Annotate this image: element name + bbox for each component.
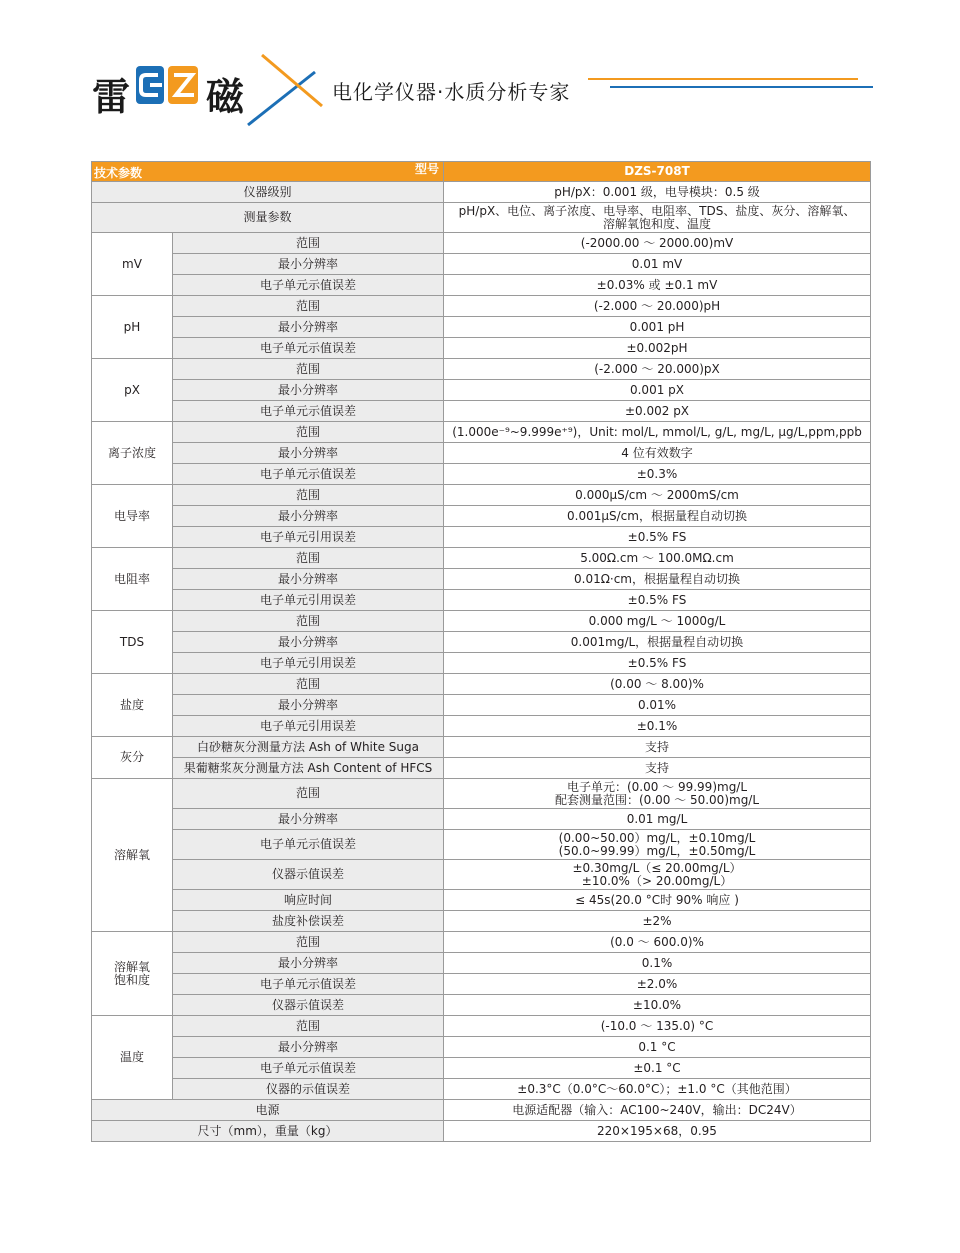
group-name-cell — [92, 737, 173, 779]
page-header — [0, 0, 960, 140]
sub-param-label-cell: 最小分辨率 — [173, 254, 444, 275]
value-cell — [444, 1016, 871, 1037]
sub-param-label-cell: 范围 — [173, 233, 444, 254]
sub-param-label-cell: 电子单元引用误差 — [173, 527, 444, 548]
value-cell — [444, 422, 871, 443]
table-row — [92, 443, 871, 464]
value-line: ±0.002 pX — [624, 403, 690, 418]
group-name-line: 温度 — [119, 1050, 144, 1064]
value-line: (-10.0 ～ 135.0) °C — [600, 1018, 714, 1033]
table-row — [92, 359, 871, 380]
value-cell — [444, 338, 871, 359]
sub-param-label-cell: 范围 — [173, 932, 444, 953]
table-row — [92, 401, 871, 422]
sub-param-label-cell: 最小分辨率 — [173, 569, 444, 590]
value-line: 0.000µS/cm ～ 2000mS/cm — [575, 487, 739, 502]
sub-param-label-cell: 电子单元示值误差 — [173, 275, 444, 296]
value-line: ±0.1 °C — [633, 1060, 681, 1075]
table-row — [92, 380, 871, 401]
value-line: 支持 — [644, 760, 669, 775]
table-row — [92, 548, 871, 569]
sub-param-label-cell: 最小分辨率 — [173, 443, 444, 464]
group-name-line: mV — [122, 256, 142, 271]
value-line: (0.00~50.00）mg/L，±0.10mg/L — [558, 830, 756, 845]
value-cell — [444, 809, 871, 830]
group-name-cell — [92, 233, 173, 296]
sub-param-label-cell: 电子单元示值误差 — [173, 338, 444, 359]
value-cell — [444, 695, 871, 716]
table-row — [92, 422, 871, 443]
logo-x-icon — [248, 55, 322, 125]
value-line: 0.01 mg/L — [626, 811, 688, 826]
sub-param-label-cell: 电子单元示值误差 — [173, 830, 444, 860]
logo-emblem-icon — [136, 66, 198, 104]
table-row — [92, 485, 871, 506]
sub-param-label-cell: 电子单元引用误差 — [173, 716, 444, 737]
value-line: 电源适配器（输入：AC100~240V，输出：DC24V） — [512, 1102, 802, 1117]
model-value: DZS-708T — [444, 162, 871, 182]
group-name-cell — [92, 485, 173, 548]
group-name-line: 电导率 — [113, 508, 150, 523]
value-line: 电子单元：(0.00 ～ 99.99)mg/L — [566, 779, 748, 794]
value-cell — [444, 860, 871, 890]
model-label: 型号 — [414, 162, 439, 176]
brand-char-right: 磁 — [206, 75, 245, 119]
value-cell — [444, 233, 871, 254]
table-row — [92, 275, 871, 296]
value-cell — [444, 527, 871, 548]
value-line: ±0.1% — [636, 718, 678, 733]
table-row — [92, 890, 871, 911]
table-row — [92, 338, 871, 359]
table-row — [92, 995, 871, 1016]
brand-char-left: 雷 — [92, 75, 132, 119]
value-line: 4 位有效数字 — [621, 445, 693, 460]
table-row — [92, 254, 871, 275]
value-line: (0.00 ～ 8.00)% — [610, 676, 704, 691]
group-name-cell — [92, 359, 173, 422]
sub-param-label-cell: 最小分辨率 — [173, 809, 444, 830]
group-name-line: pH — [123, 319, 141, 334]
value-cell — [444, 203, 871, 233]
value-line: 0.01Ω·cm，根据量程自动切换 — [574, 571, 740, 586]
group-name-line: 灰分 — [119, 750, 144, 764]
sub-param-label-cell: 范围 — [173, 485, 444, 506]
value-line: 0.001µS/cm，根据量程自动切换 — [567, 508, 747, 523]
table-row — [92, 737, 871, 758]
value-cell — [444, 653, 871, 674]
value-line: (1.000e⁻⁹~9.999e⁺⁹)，Unit: mol/L, mmol/L, g/L, mg/L, µg/L,ppm,ppb — [452, 424, 862, 439]
value-line: pH/pX：0.001 级，电导模块：0.5 级 — [554, 184, 760, 199]
brand-logo-graphics — [0, 0, 960, 140]
table-row — [92, 674, 871, 695]
table-row — [92, 695, 871, 716]
group-name-cell — [92, 422, 173, 485]
table-row — [92, 653, 871, 674]
value-cell — [444, 359, 871, 380]
sub-param-label-cell: 范围 — [173, 359, 444, 380]
value-cell — [444, 953, 871, 974]
group-name-cell — [92, 779, 173, 932]
sub-param-label-cell: 仪器示值误差 — [173, 995, 444, 1016]
table-row — [92, 317, 871, 338]
sub-param-label-cell: 电子单元示值误差 — [173, 1058, 444, 1079]
sub-param-label-cell: 最小分辨率 — [173, 506, 444, 527]
value-cell — [444, 254, 871, 275]
value-cell — [444, 1100, 871, 1121]
value-cell — [444, 995, 871, 1016]
sub-param-label-cell: 仪器的示值误差 — [173, 1079, 444, 1100]
value-line: ≤ 45s(20.0 °C时 90% 响应 ) — [575, 892, 739, 907]
value-cell — [444, 443, 871, 464]
table-row — [92, 1079, 871, 1100]
sub-param-label-cell: 最小分辨率 — [173, 953, 444, 974]
value-cell — [444, 506, 871, 527]
sub-param-label-cell: 范围 — [173, 548, 444, 569]
sub-param-label-cell: 响应时间 — [173, 890, 444, 911]
value-line: 溶解氧饱和度、温度 — [602, 216, 711, 231]
value-cell — [444, 275, 871, 296]
sub-param-label-cell: 范围 — [173, 674, 444, 695]
value-line: (-2.000 ～ 20.000)pX — [594, 361, 720, 376]
value-line: 0.01 mV — [631, 256, 683, 271]
table-row — [92, 911, 871, 932]
value-line: ±10.0%（> 20.00mg/L） — [581, 873, 733, 888]
value-line: ±2% — [642, 913, 672, 928]
group-name-line: 电阻率 — [113, 571, 150, 586]
table-row — [92, 953, 871, 974]
value-cell — [444, 758, 871, 779]
sub-param-label-cell: 范围 — [173, 422, 444, 443]
header-label-cell — [92, 162, 444, 182]
value-line: 0.000 mg/L ～ 1000g/L — [588, 613, 726, 628]
sub-param-label-cell: 最小分辨率 — [173, 1037, 444, 1058]
value-cell — [444, 1058, 871, 1079]
value-cell — [444, 632, 871, 653]
value-line: 0.001 pH — [629, 319, 685, 334]
table-row — [92, 296, 871, 317]
param-label-cell: 仪器级别 — [92, 182, 444, 203]
group-name-line: 溶解氧 — [113, 959, 150, 974]
value-cell — [444, 380, 871, 401]
table-row — [92, 233, 871, 254]
table-row — [92, 527, 871, 548]
table-row — [92, 830, 871, 860]
group-name-cell — [92, 611, 173, 674]
table-row — [92, 590, 871, 611]
table-row — [92, 974, 871, 995]
value-cell — [444, 182, 871, 203]
sub-param-label-cell: 范围 — [173, 1016, 444, 1037]
table-row — [92, 716, 871, 737]
value-line: 0.001mg/L，根据量程自动切换 — [570, 634, 744, 649]
sub-param-label-cell: 果葡糖浆灰分测量方法 Ash Content of HFCS — [173, 758, 444, 779]
table-row — [92, 932, 871, 953]
table-header-row — [92, 162, 871, 182]
sub-param-label-cell: 电子单元示值误差 — [173, 974, 444, 995]
value-line: (0.0 ～ 600.0)% — [610, 934, 704, 949]
value-line: 0.001 pX — [629, 382, 684, 397]
sub-param-label-cell: 电子单元示值误差 — [173, 464, 444, 485]
table-row — [92, 506, 871, 527]
param-label-cell: 电源 — [92, 1100, 444, 1121]
sub-param-label-cell: 最小分辨率 — [173, 632, 444, 653]
value-line: 0.1% — [641, 955, 673, 970]
value-line: ±0.3°C（0.0°C～60.0°C）；±1.0 °C（其他范围） — [517, 1081, 797, 1096]
group-name-cell — [92, 1016, 173, 1100]
value-line: ±0.5% FS — [627, 655, 687, 670]
value-line: 0.01% — [637, 697, 677, 712]
value-cell — [444, 569, 871, 590]
table-row — [92, 569, 871, 590]
params-label: 技术参数 — [94, 166, 143, 180]
value-cell — [444, 317, 871, 338]
sub-param-label-cell: 范围 — [173, 779, 444, 809]
value-line: ±0.5% FS — [627, 592, 687, 607]
value-line: 220×195×68，0.95 — [597, 1123, 717, 1138]
value-cell — [444, 830, 871, 860]
spec-table — [91, 161, 871, 1142]
value-cell — [444, 716, 871, 737]
value-line: 5.00Ω.cm ～ 100.0MΩ.cm — [580, 550, 734, 565]
group-name-line: 溶解氧 — [113, 847, 150, 862]
group-name-cell — [92, 674, 173, 737]
value-cell — [444, 296, 871, 317]
table-row — [92, 611, 871, 632]
brand-slogan: 电化学仪器·水质分析专家 — [332, 80, 571, 104]
value-line: pH/pX、电位、离子浓度、电导率、电阻率、TDS、盐度、灰分、溶解氧、 — [458, 203, 856, 218]
table-row — [92, 758, 871, 779]
table-row — [92, 464, 871, 485]
value-line: 配套测量范围：(0.00 ～ 50.00)mg/L — [554, 792, 760, 807]
general-row — [92, 182, 871, 203]
value-cell — [444, 1079, 871, 1100]
value-cell — [444, 485, 871, 506]
value-cell — [444, 779, 871, 809]
sub-param-label-cell: 电子单元示值误差 — [173, 401, 444, 422]
value-cell — [444, 974, 871, 995]
group-name-cell — [92, 296, 173, 359]
value-line: ±0.002pH — [626, 340, 688, 355]
table-row — [92, 632, 871, 653]
value-line: ±0.3% — [636, 466, 678, 481]
value-cell — [444, 911, 871, 932]
value-cell — [444, 1121, 871, 1142]
value-line: (50.0~99.99）mg/L，±0.50mg/L — [558, 843, 756, 858]
value-line: ±2.0% — [636, 976, 678, 991]
value-line: (-2.000 ～ 20.000)pH — [593, 298, 721, 313]
value-line: ±0.03% 或 ±0.1 mV — [596, 277, 718, 292]
value-cell — [444, 1037, 871, 1058]
table-row — [92, 1016, 871, 1037]
group-name-line: 盐度 — [119, 697, 144, 712]
value-cell — [444, 548, 871, 569]
value-line: ±10.0% — [632, 997, 682, 1012]
group-name-line: 饱和度 — [113, 972, 150, 987]
value-line: 0.1 °C — [638, 1039, 676, 1054]
general-row — [92, 203, 871, 233]
value-cell — [444, 590, 871, 611]
table-row — [92, 860, 871, 890]
sub-param-label-cell: 仪器示值误差 — [173, 860, 444, 890]
group-name-cell — [92, 932, 173, 1016]
group-name-line: 离子浓度 — [107, 445, 156, 460]
param-label-cell: 测量参数 — [92, 203, 444, 233]
table-row — [92, 1058, 871, 1079]
value-line: (-2000.00 ～ 2000.00)mV — [580, 235, 734, 250]
sub-param-label-cell: 白砂糖灰分测量方法 Ash of White Suga — [173, 737, 444, 758]
table-row — [92, 1037, 871, 1058]
general-row — [92, 1121, 871, 1142]
value-cell — [444, 737, 871, 758]
sub-param-label-cell: 范围 — [173, 296, 444, 317]
value-line: ±0.30mg/L（≤ 20.00mg/L） — [572, 860, 742, 875]
group-name-line: TDS — [119, 634, 145, 649]
sub-param-label-cell: 最小分辨率 — [173, 695, 444, 716]
group-name-line: pX — [124, 382, 140, 397]
sub-param-label-cell: 最小分辨率 — [173, 380, 444, 401]
param-label-cell: 尺寸（mm），重量（kg） — [92, 1121, 444, 1142]
sub-param-label-cell: 最小分辨率 — [173, 317, 444, 338]
value-cell — [444, 401, 871, 422]
sub-param-label-cell: 电子单元引用误差 — [173, 590, 444, 611]
group-name-cell — [92, 548, 173, 611]
value-line: 支持 — [644, 739, 669, 754]
general-row — [92, 1100, 871, 1121]
table-row — [92, 779, 871, 809]
value-cell — [444, 932, 871, 953]
sub-param-label-cell: 电子单元引用误差 — [173, 653, 444, 674]
sub-param-label-cell: 盐度补偿误差 — [173, 911, 444, 932]
value-line: ±0.5% FS — [627, 529, 687, 544]
sub-param-label-cell: 范围 — [173, 611, 444, 632]
value-cell — [444, 464, 871, 485]
value-cell — [444, 890, 871, 911]
value-cell — [444, 611, 871, 632]
table-row — [92, 809, 871, 830]
value-cell — [444, 674, 871, 695]
